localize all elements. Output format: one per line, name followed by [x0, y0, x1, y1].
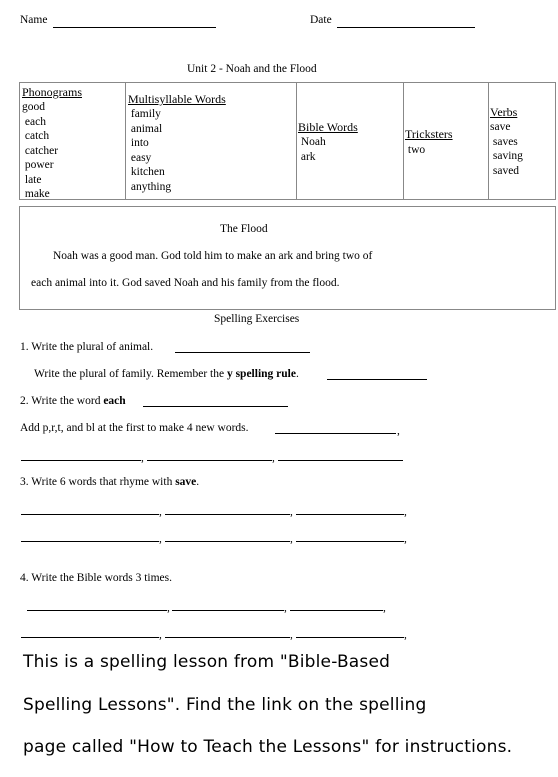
exercise-3-text: 3. Write 6 words that rhyme with — [20, 476, 176, 488]
comma: , — [167, 602, 170, 614]
column-tricksters — [404, 83, 489, 199]
answer-blank[interactable] — [165, 541, 290, 542]
answer-blank[interactable] — [143, 406, 288, 407]
answer-blank[interactable] — [21, 541, 159, 542]
exercise-2-text: 2. Write the word — [20, 395, 104, 407]
word-item: each — [22, 115, 46, 128]
name-field[interactable] — [53, 27, 216, 28]
column-verbs — [489, 83, 555, 199]
word-item: Noah — [298, 136, 326, 148]
exercise-4: 4. Write the Bible words 3 times. — [20, 572, 172, 584]
column-items — [490, 120, 523, 178]
comma: , — [397, 425, 400, 437]
column-items — [405, 143, 425, 158]
answer-blank[interactable] — [278, 460, 403, 461]
story-title: The Flood — [220, 223, 268, 235]
exercise-2-bold: each — [103, 395, 126, 407]
column-items — [298, 135, 326, 164]
answer-blank[interactable] — [172, 610, 284, 611]
comma: , — [290, 629, 293, 641]
footer-line-2: Spelling Lessons". Find the link on the spelling — [23, 695, 427, 715]
answer-blank[interactable] — [175, 352, 310, 353]
comma: , — [290, 533, 293, 545]
column-items — [128, 107, 171, 194]
word-item: easy — [128, 151, 152, 164]
answer-blank[interactable] — [296, 637, 404, 638]
word-item: anything — [128, 180, 172, 193]
answer-blank[interactable] — [21, 514, 159, 515]
answer-blank[interactable] — [296, 514, 404, 515]
date-field[interactable] — [337, 27, 475, 28]
word-item: save — [490, 121, 511, 133]
word-item: two — [405, 144, 426, 156]
word-item: power — [22, 159, 54, 171]
comma: , — [383, 602, 386, 614]
word-item: catcher — [22, 144, 59, 157]
name-label: Name — [20, 14, 48, 26]
comma: , — [159, 533, 162, 545]
word-list-table — [19, 82, 556, 200]
word-item: late — [22, 173, 42, 186]
column-heading: Verbs — [490, 105, 518, 119]
column-bible-words — [297, 83, 404, 199]
comma: , — [159, 629, 162, 641]
exercise-3 — [20, 476, 199, 488]
story-box — [19, 206, 556, 310]
exercise-3-bold: save — [175, 476, 197, 488]
comma: , — [290, 506, 293, 518]
answer-blank[interactable] — [21, 637, 159, 638]
footer-line-1: This is a spelling lesson from "Bible-Based — [23, 652, 391, 672]
story-line-1: Noah was a good man. God told him to make an ark and bring two of — [53, 250, 373, 262]
word-item: saves — [490, 135, 518, 148]
exercise-1a: 1. Write the plural of animal. — [20, 341, 154, 353]
exercise-1b — [34, 368, 299, 380]
answer-blank[interactable] — [165, 514, 290, 515]
comma: , — [141, 452, 144, 464]
column-multisyllable — [126, 83, 297, 199]
word-item: saving — [490, 150, 523, 162]
word-item: good — [22, 101, 45, 113]
column-heading: Multisyllable Words — [128, 92, 226, 106]
word-item: into — [128, 137, 149, 149]
comma: , — [159, 506, 162, 518]
word-item: make — [22, 188, 50, 200]
answer-blank[interactable] — [327, 379, 427, 380]
comma: , — [272, 452, 275, 464]
word-item: ark — [298, 150, 316, 163]
word-item: animal — [128, 122, 163, 135]
comma: , — [284, 602, 287, 614]
comma: , — [404, 533, 407, 545]
column-phonograms — [20, 83, 126, 199]
exercise-2 — [20, 395, 126, 407]
unit-title: Unit 2 - Noah and the Flood — [187, 63, 317, 75]
date-label: Date — [310, 14, 332, 26]
column-items — [22, 100, 58, 202]
answer-blank[interactable] — [27, 610, 167, 611]
comma: , — [404, 506, 407, 518]
word-item: family — [128, 108, 161, 120]
answer-blank[interactable] — [165, 637, 290, 638]
exercise-1b-end: . — [295, 368, 299, 380]
answer-blank[interactable] — [21, 460, 141, 461]
story-line-2: each animal into it. God saved Noah and his family from the flood. — [31, 277, 340, 289]
column-heading: Phonograms — [22, 85, 82, 99]
footer-line-3: page called "How to Teach the Lessons" for instructions. — [23, 737, 513, 757]
column-heading: Tricksters — [405, 127, 453, 141]
word-item: saved — [490, 164, 520, 177]
comma: , — [404, 629, 407, 641]
answer-blank[interactable] — [147, 460, 272, 461]
column-heading: Bible Words — [298, 120, 358, 134]
exercises-title: Spelling Exercises — [214, 313, 300, 325]
word-item: catch — [22, 130, 50, 142]
answer-blank[interactable] — [275, 433, 396, 434]
exercise-1b-text: Write the plural of family. Remember the — [34, 368, 227, 380]
word-item: kitchen — [128, 166, 165, 178]
exercise-3-end: . — [196, 476, 200, 488]
exercise-2b: Add p,r,t, and bl at the first to make 4 new words. — [20, 422, 249, 434]
answer-blank[interactable] — [290, 610, 383, 611]
exercise-1b-bold: y spelling rule — [226, 368, 296, 380]
answer-blank[interactable] — [296, 541, 404, 542]
